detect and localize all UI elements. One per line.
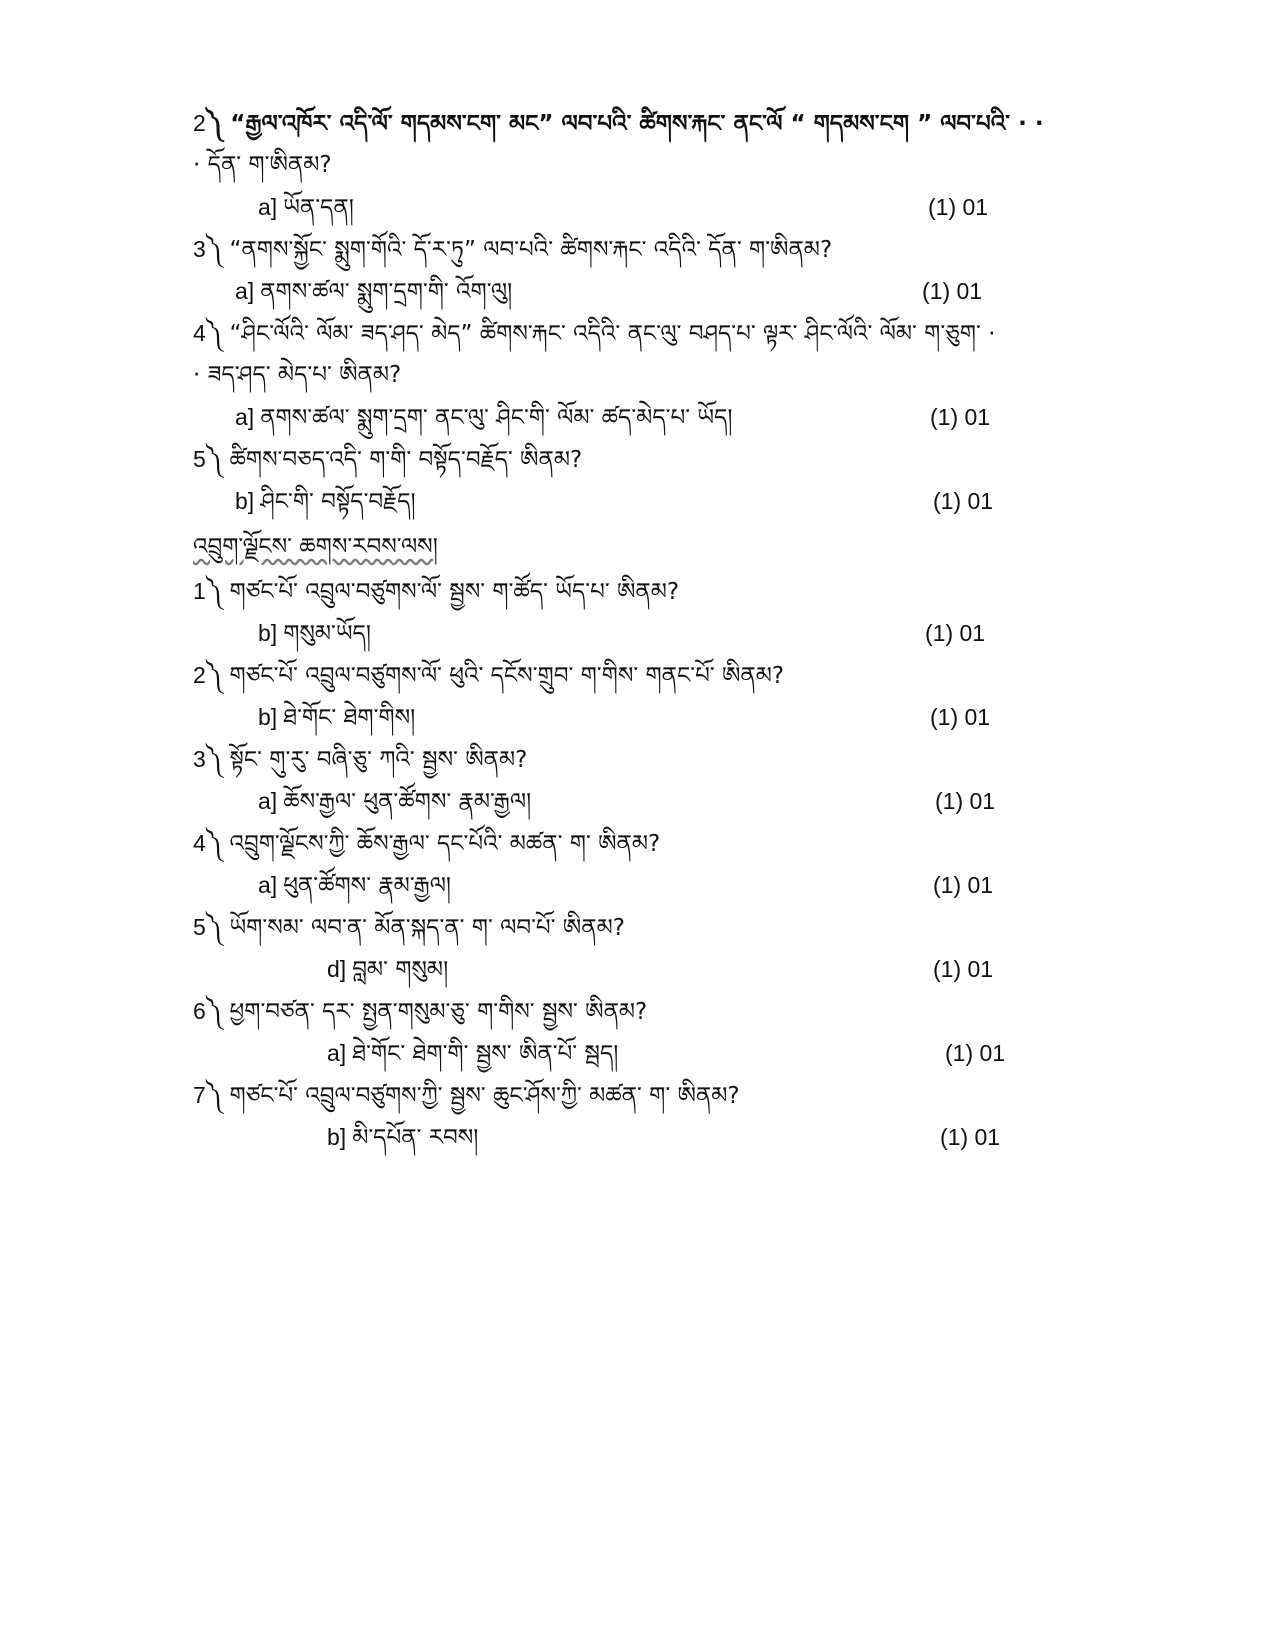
- mark-q3: (1) 01: [922, 278, 983, 304]
- s2-question-4: [193, 828, 660, 859]
- s2-mark-q7: (1) 01: [940, 1124, 1001, 1150]
- mark-q2: (1) 01: [928, 194, 989, 220]
- answer-option: d]: [327, 956, 347, 982]
- answer-text: ཤིང་གི་ བསྟོད་བརྗོད།: [260, 489, 416, 515]
- s2-answer-q5: [327, 954, 448, 985]
- s2-question-6: [193, 996, 647, 1027]
- answer-text: ཕུན་ཚོགས་ རྣམ་རྒྱལ།: [283, 873, 452, 899]
- s2-answer-q7: [327, 1122, 478, 1153]
- question-number: 1: [193, 578, 206, 604]
- s2-mark-q1: (1) 01: [925, 620, 986, 646]
- s2-question-3: [193, 744, 527, 775]
- s2-answer-q6: [327, 1038, 618, 1069]
- answer-q2: [258, 192, 354, 223]
- question-number: 6: [193, 998, 206, 1024]
- mark-q5: (1) 01: [933, 488, 994, 514]
- s2-mark-q2: (1) 01: [930, 704, 991, 730]
- question-text: ༽ ཡོག་སམ་ ལབ་ན་ མོན་སྐད་ན་ ག་ ལབ་པོ་ ཨིནམ?: [205, 915, 625, 941]
- answer-text: ཐེ་གོང་ ཐེག་གིས།: [283, 705, 416, 731]
- question-2-continuation: · དོན་ ག་ཨིནམ?: [193, 152, 332, 178]
- answer-text: བླམ་ གསུམ།: [352, 957, 449, 983]
- answer-option: b]: [258, 704, 278, 730]
- question-text: ༽ གཙང་པོ་ འབྲུལ་བཙུགས་ལོ་ སྦྱས་ ག་ཚོད་ ཡོད་པ་ ཨིནམ?: [205, 579, 680, 605]
- section-heading: འབྲུག་ལྗོངས་ ཆགས་རབས་ལས།: [193, 534, 438, 560]
- s2-answer-q4: [258, 870, 451, 901]
- answer-option: a]: [258, 788, 278, 814]
- answer-q3: [235, 276, 512, 307]
- s2-answer-q2: [258, 702, 415, 733]
- question-text: ༽ སྟོང་ གུ་རུ་ བཞི་ཅུ་ ཀའི་ སྦྱས་ ཨིནམ?: [205, 747, 528, 773]
- question-text: ༽ ཚིགས་བཅད་འདི་ ག་གི་ བསྟོད་བརྗོད་ ཨིནམ?: [205, 447, 583, 473]
- s2-answer-q3: [258, 786, 531, 817]
- answer-text: ནགས་ཚལ་ སྨུག་དྲག་ ནང་ལུ་ ཤིང་གི་ ལོམ་ ཚད་མེད་པ་ ཡོད།: [260, 405, 733, 431]
- question-number: 4: [193, 320, 206, 346]
- question-text: ༽ འབྲུག་ལྗོངས་ཀྱི་ ཆོས་རྒྱལ་ དང་པོའི་ མཚན་ ག་ ཨིནམ?: [205, 831, 661, 857]
- question-text: ༽ ཕྱག་བཙན་ དར་ སྤྱན་གསུམ་ཅུ་ ག་གིས་ སྦྱས་ ཨིནམ?: [205, 999, 648, 1025]
- answer-option: b]: [235, 488, 255, 514]
- question-4-continuation: · ཟད་ཤད་ མེད་པ་ ཨིནམ?: [193, 362, 402, 388]
- question-4: [193, 318, 995, 349]
- s2-question-7: [193, 1080, 740, 1111]
- answer-option: b]: [327, 1124, 347, 1150]
- answer-option: a]: [327, 1040, 347, 1066]
- mark-q4: (1) 01: [930, 404, 991, 430]
- s2-mark-q5: (1) 01: [933, 956, 994, 982]
- answer-option: a]: [235, 404, 255, 430]
- answer-option: a]: [258, 872, 278, 898]
- s2-question-2: [193, 660, 784, 691]
- question-2: [193, 108, 1044, 139]
- s2-mark-q3: (1) 01: [935, 788, 996, 814]
- question-text: ༽ གཙང་པོ་ འབྲུལ་བཙུགས་ཀྱི་ སྦྱས་ ཆུང་ཤོས་ཀྱི་ མཚན་ ག་ ཨིནམ?: [205, 1083, 740, 1109]
- answer-text: གསུམ་ཡོད།: [283, 621, 371, 647]
- s2-answer-q1: [258, 618, 371, 649]
- question-number: 2: [193, 110, 206, 136]
- question-number: 7: [193, 1082, 206, 1108]
- question-text: ༽ “ནགས་སྐྱོང་ སྨུག་གོའི་ དོ་ར་ཏུ” ལབ་པའི་ ཚིགས་རྐང་ འདིའི་ དོན་ ག་ཨིནམ?: [205, 237, 833, 263]
- question-5: [193, 444, 582, 475]
- question-number: 5: [193, 914, 206, 940]
- question-number: 4: [193, 830, 206, 856]
- answer-q4: [235, 402, 732, 433]
- answer-text: ནགས་ཚལ་ སྨུག་དྲག་གི་ འོག་ལུ།: [260, 279, 513, 305]
- s2-mark-q6: (1) 01: [945, 1040, 1006, 1066]
- s2-question-1: [193, 576, 679, 607]
- answer-text: ཐེ་གོང་ ཐེག་གི་ སྦྱས་ ཨིན་པོ་ སྦད།: [352, 1041, 619, 1067]
- question-number: 3: [193, 236, 206, 262]
- s2-question-5: [193, 912, 625, 943]
- question-number: 5: [193, 446, 206, 472]
- question-number: 2: [193, 662, 206, 688]
- answer-text: མི་དཔོན་ རབས།: [352, 1125, 479, 1151]
- question-3: [193, 234, 832, 265]
- question-text: ༽ “ཤིང་ལོའི་ ལོམ་ ཟད་ཤད་ མེད” ཚིགས་རྐང་ འདིའི་ ནང་ལུ་ བཤད་པ་ ལྟར་ ཤིང་ལོའི་ ལོམ་ ག་ཅུག་ ·: [205, 321, 996, 347]
- s2-mark-q4: (1) 01: [933, 872, 994, 898]
- answer-text: ཆོས་རྒྱལ་ ཕུན་ཚོགས་ རྣམ་རྒྱལ།: [283, 789, 532, 815]
- answer-option: a]: [235, 278, 255, 304]
- answer-text: ཡོན་དན།: [283, 195, 354, 221]
- question-number: 3: [193, 746, 206, 772]
- question-text: ༽ གཙང་པོ་ འབྲུལ་བཙུགས་ལོ་ ཕུའི་ དངོས་གྲུབ་ ག་གིས་ གནང་པོ་ ཨིནམ?: [205, 663, 785, 689]
- answer-option: a]: [258, 194, 278, 220]
- question-text: ༽ “རྒྱལ་འཁོར་ འདི་ལོ་ གདམས་ངག་ མང” ལབ་པའི་ ཚིགས་རྐང་ ནང་ལོ “ གདམས་ངག ” ལབ་པའི་ · ·: [205, 111, 1044, 137]
- answer-q5: [235, 486, 416, 517]
- answer-option: b]: [258, 620, 278, 646]
